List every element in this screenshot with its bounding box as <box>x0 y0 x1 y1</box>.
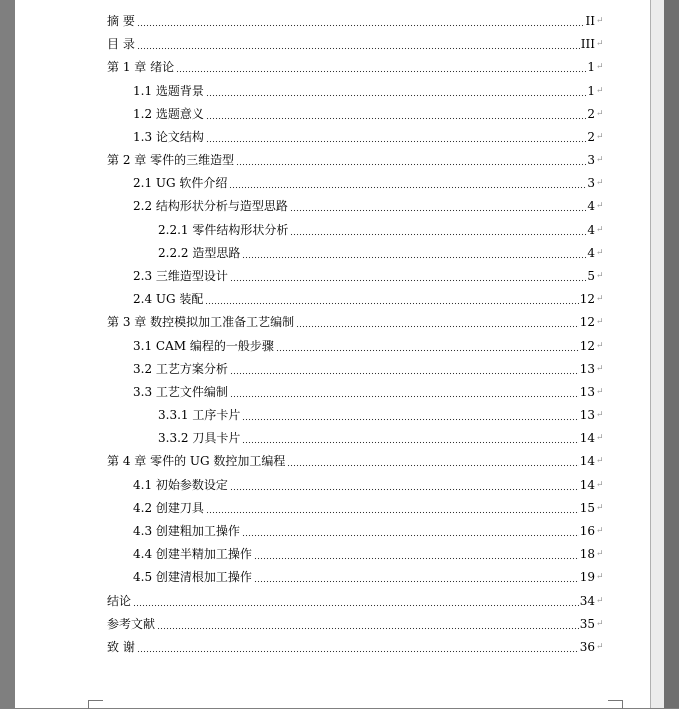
toc-leader-dots <box>254 567 579 587</box>
toc-entry-page: 3 <box>586 150 595 170</box>
workspace-right-margin <box>664 0 679 708</box>
toc-entry-label: 1.3 论文结构 <box>133 127 206 147</box>
paragraph-mark: ↵ <box>596 525 604 536</box>
toc-entry[interactable] <box>15 150 650 170</box>
toc-leader-dots <box>137 34 580 54</box>
toc-entry[interactable] <box>15 428 650 448</box>
toc-entry-page: 4 <box>586 196 595 216</box>
page-right-edge <box>650 0 665 708</box>
toc-entry[interactable] <box>15 312 650 332</box>
toc-entry[interactable] <box>15 104 650 124</box>
toc-leader-dots <box>157 614 579 634</box>
toc-entry-page: II <box>585 11 595 31</box>
toc-leader-dots <box>242 405 578 425</box>
toc-entry-page: 12 <box>579 289 595 309</box>
toc-entry-label: 第 2 章 零件的三维造型 <box>107 150 236 170</box>
toc-entry-label: 参考文献 <box>107 614 157 634</box>
toc-entry-label: 第 1 章 绪论 <box>107 57 176 77</box>
toc-entry-page: 12 <box>579 312 595 332</box>
toc-entry-label: 4.4 创建半精加工操作 <box>133 544 254 564</box>
toc-entry-label: 3.3.1 工序卡片 <box>158 405 242 425</box>
table-of-contents <box>15 0 650 708</box>
paragraph-mark: ↵ <box>596 502 604 513</box>
toc-entry-label: 4.1 初始参数设定 <box>133 475 230 495</box>
toc-entry-page: 3 <box>586 173 595 193</box>
paragraph-mark: ↵ <box>596 39 604 50</box>
toc-entry[interactable] <box>15 220 650 240</box>
toc-entry-page: 2 <box>586 127 595 147</box>
toc-entry[interactable] <box>15 11 650 31</box>
toc-leader-dots <box>236 150 586 170</box>
toc-entry-label: 1.1 选题背景 <box>133 81 206 101</box>
toc-entry[interactable] <box>15 614 650 634</box>
toc-leader-dots <box>205 289 578 309</box>
toc-entry-label: 2.1 UG 软件介绍 <box>133 173 229 193</box>
toc-entry[interactable] <box>15 127 650 147</box>
toc-entry[interactable] <box>15 289 650 309</box>
toc-leader-dots <box>206 104 586 124</box>
paragraph-mark: ↵ <box>596 108 604 119</box>
toc-entry-label: 2.2.2 造型思路 <box>158 243 242 263</box>
toc-entry-label: 2.4 UG 装配 <box>133 289 205 309</box>
toc-entry-page: 19 <box>579 567 595 587</box>
toc-leader-dots <box>242 428 578 448</box>
toc-leader-dots <box>254 544 579 564</box>
toc-leader-dots <box>137 11 585 31</box>
toc-entry-label: 3.3 工艺文件编制 <box>133 382 230 402</box>
paragraph-mark: ↵ <box>596 641 604 652</box>
toc-entry[interactable] <box>15 521 650 541</box>
toc-leader-dots <box>176 57 586 77</box>
toc-entry[interactable] <box>15 591 650 611</box>
paragraph-mark: ↵ <box>596 178 604 189</box>
paragraph-mark: ↵ <box>596 155 604 166</box>
paragraph-mark: ↵ <box>596 201 604 212</box>
toc-leader-dots <box>230 359 579 379</box>
toc-entry[interactable] <box>15 451 650 471</box>
toc-entry-label: 4.2 创建刀具 <box>133 498 206 518</box>
toc-leader-dots <box>242 243 586 263</box>
toc-entry-page: 34 <box>579 591 595 611</box>
toc-entry-page: 14 <box>579 475 595 495</box>
toc-entry-page: 5 <box>586 266 595 286</box>
paragraph-mark: ↵ <box>596 317 604 328</box>
toc-entry[interactable] <box>15 544 650 564</box>
toc-leader-dots <box>206 81 586 101</box>
toc-entry[interactable] <box>15 196 650 216</box>
toc-entry[interactable] <box>15 336 650 356</box>
toc-entry-label: 结论 <box>107 591 133 611</box>
paragraph-mark: ↵ <box>596 386 604 397</box>
toc-entry-label: 4.3 创建粗加工操作 <box>133 521 242 541</box>
paragraph-mark: ↵ <box>596 340 604 351</box>
paragraph-mark: ↵ <box>596 224 604 235</box>
paragraph-mark: ↵ <box>596 572 604 583</box>
toc-entry-page: 15 <box>579 498 595 518</box>
paragraph-mark: ↵ <box>596 270 604 281</box>
toc-entry-label: 3.3.2 刀具卡片 <box>158 428 242 448</box>
toc-entry-label: 第 3 章 数控模拟加工准备工艺编制 <box>107 312 296 332</box>
paragraph-mark: ↵ <box>596 433 604 444</box>
paragraph-mark: ↵ <box>596 479 604 490</box>
toc-leader-dots <box>229 173 586 193</box>
toc-entry[interactable] <box>15 57 650 77</box>
toc-leader-dots <box>287 451 578 471</box>
toc-entry[interactable] <box>15 567 650 587</box>
toc-entry-page: 4 <box>586 243 595 263</box>
toc-leader-dots <box>242 521 579 541</box>
toc-leader-dots <box>296 312 579 332</box>
toc-entry-label: 3.2 工艺方案分析 <box>133 359 230 379</box>
toc-entry-page: 18 <box>579 544 595 564</box>
toc-entry-label: 4.5 创建清根加工操作 <box>133 567 254 587</box>
paragraph-mark: ↵ <box>596 363 604 374</box>
toc-leader-dots <box>276 336 579 356</box>
toc-entry[interactable] <box>15 173 650 193</box>
paragraph-mark: ↵ <box>596 410 604 421</box>
toc-entry-page: 13 <box>579 382 595 402</box>
toc-leader-dots <box>137 637 579 657</box>
paragraph-mark: ↵ <box>596 131 604 142</box>
toc-entry-page: 36 <box>579 637 595 657</box>
paragraph-mark: ↵ <box>596 294 604 305</box>
toc-leader-dots <box>290 196 586 216</box>
toc-entry-label: 1.2 选题意义 <box>133 104 206 124</box>
paragraph-mark: ↵ <box>596 247 604 258</box>
toc-leader-dots <box>230 266 586 286</box>
toc-entry-label: 2.3 三维造型设计 <box>133 266 230 286</box>
paragraph-mark: ↵ <box>596 618 604 629</box>
toc-entry-page: 35 <box>579 614 595 634</box>
workspace-left-margin <box>0 0 15 708</box>
document-page <box>15 0 650 708</box>
toc-entry[interactable] <box>15 637 650 657</box>
paragraph-mark: ↵ <box>596 62 604 73</box>
paragraph-mark: ↵ <box>596 595 604 606</box>
toc-entry-page: 13 <box>579 405 595 425</box>
toc-leader-dots <box>133 591 579 611</box>
toc-entry-label: 3.1 CAM 编程的一般步骤 <box>133 336 276 356</box>
toc-entry[interactable] <box>15 382 650 402</box>
toc-entry-label: 致 谢 <box>107 637 137 657</box>
toc-entry-label: 2.2 结构形状分析与造型思路 <box>133 196 290 216</box>
toc-entry[interactable] <box>15 243 650 263</box>
toc-leader-dots <box>206 498 579 518</box>
toc-leader-dots <box>290 220 586 240</box>
paragraph-mark: ↵ <box>596 16 604 26</box>
toc-leader-dots <box>230 475 579 495</box>
toc-entry[interactable] <box>15 405 650 425</box>
paragraph-mark: ↵ <box>596 456 604 467</box>
toc-entry-page: III <box>580 34 595 54</box>
toc-leader-dots <box>230 382 579 402</box>
toc-entry-page: 4 <box>586 220 595 240</box>
paragraph-mark: ↵ <box>596 85 604 96</box>
toc-entry[interactable] <box>15 81 650 101</box>
toc-entry[interactable] <box>15 498 650 518</box>
toc-entry-page: 2 <box>586 104 595 124</box>
toc-entry-page: 1 <box>586 81 595 101</box>
toc-entry[interactable] <box>15 34 650 54</box>
toc-entry[interactable] <box>15 359 650 379</box>
toc-leader-dots <box>206 127 586 147</box>
paragraph-mark: ↵ <box>596 549 604 560</box>
toc-entry-label: 摘 要 <box>107 11 137 31</box>
toc-entry-page: 14 <box>579 451 595 471</box>
toc-entry-page: 1 <box>586 57 595 77</box>
toc-entry-label: 2.2.1 零件结构形状分析 <box>158 220 290 240</box>
toc-entry-label: 第 4 章 零件的 UG 数控加工编程 <box>107 451 287 471</box>
toc-entry[interactable] <box>15 475 650 495</box>
toc-entry-label: 目 录 <box>107 34 137 54</box>
toc-entry-page: 14 <box>579 428 595 448</box>
toc-entry-page: 12 <box>579 336 595 356</box>
toc-entry[interactable] <box>15 266 650 286</box>
toc-entry-page: 13 <box>579 359 595 379</box>
toc-entry-page: 16 <box>579 521 595 541</box>
